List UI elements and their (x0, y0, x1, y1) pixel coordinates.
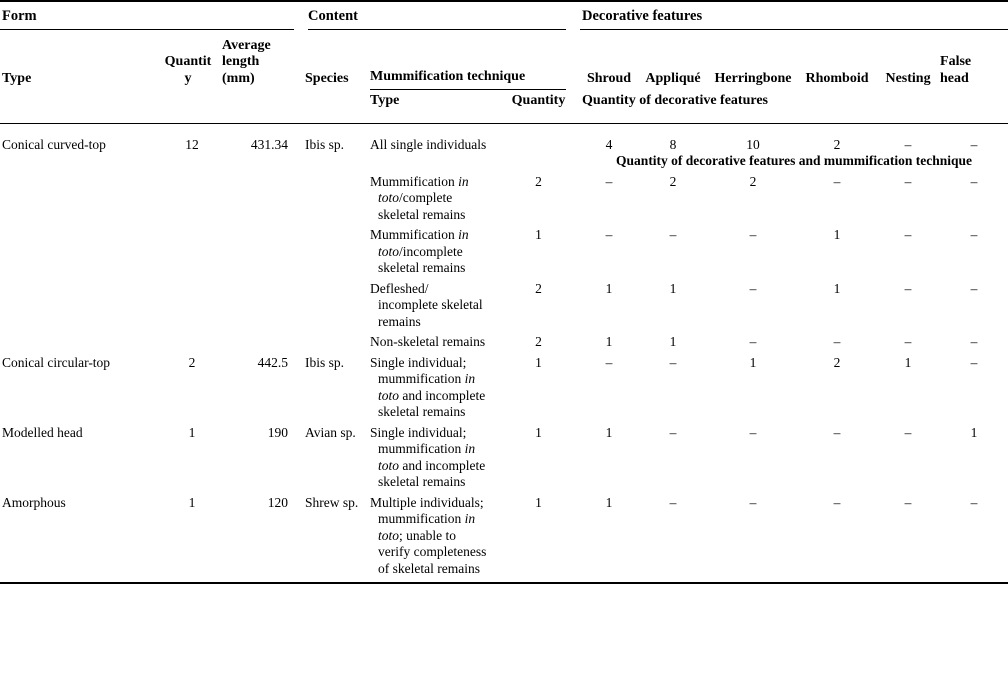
mid-subheader-row (0, 153, 1008, 172)
cell-feature-herringbone: 1 (749, 354, 757, 370)
cell-form-type: Modelled head (2, 424, 83, 440)
cell-feature-rhomboid: – (833, 494, 841, 510)
group-header-decorative (580, 1, 1008, 30)
cell-technique-type: Mummification in toto/complete skeletal remains (370, 173, 469, 222)
cell-feature-applique: 2 (669, 173, 677, 189)
table-row (0, 279, 1008, 333)
cell-feature-applique: – (669, 227, 677, 242)
cell-average-length: 190 (267, 424, 289, 440)
cell-form-quantity (162, 225, 222, 279)
cell-technique-quantity: 2 (535, 334, 542, 349)
cell-form-type (0, 279, 162, 333)
cell-feature-rhomboid: 1 (833, 280, 841, 296)
col-header-technique-type: Type (370, 90, 497, 123)
cell-feature-nesting: – (904, 227, 912, 242)
cell-feature-nesting: – (904, 173, 912, 189)
cell-average-length: 120 (267, 494, 289, 510)
empty-cell (0, 90, 162, 123)
cell-technique-type: Mummification in toto/incomplete skeletal remains (370, 227, 469, 275)
cell-species (294, 172, 370, 226)
cell-feature-false-head: – (970, 334, 978, 349)
cell-technique-quantity: 1 (535, 354, 542, 370)
cell-average-length (222, 279, 294, 333)
group-header-form (0, 1, 294, 30)
cell-feature-rhomboid: – (833, 334, 841, 349)
cell-technique-type: Defleshed/ incomplete skeletal remains (370, 280, 483, 329)
cell-species: Ibis sp. (305, 136, 345, 152)
cell-feature-applique: 1 (669, 280, 677, 296)
col-header-nesting: Nesting (885, 70, 931, 86)
col-header-false-head-label: False head (940, 54, 972, 86)
cell-feature-shroud: 1 (605, 334, 613, 349)
cell-feature-false-head: 1 (970, 424, 978, 440)
cell-feature-shroud: – (605, 227, 613, 242)
cell-feature-shroud: 1 (605, 494, 613, 510)
col-header-quantity-decorative-features: Quantity of decorative features (580, 90, 1008, 123)
col-header-mummification-technique-label: Mummification technique (370, 69, 566, 91)
cell-species: Avian sp. (305, 424, 356, 440)
cell-feature-shroud: 1 (605, 280, 613, 296)
col-header-technique-quantity: Quantity (497, 90, 580, 123)
group-header-content (294, 1, 580, 30)
cell-feature-false-head: – (970, 227, 978, 242)
cell-form-quantity: 12 (185, 136, 199, 152)
cell-form-quantity: 2 (188, 354, 196, 370)
cell-feature-applique: 8 (669, 136, 677, 152)
col-header-shroud: Shroud (586, 70, 632, 86)
subcolumn-header-row (0, 90, 1008, 123)
cell-technique-type: All single individuals (370, 136, 487, 152)
cell-feature-shroud: – (605, 354, 613, 370)
table-row (0, 332, 1008, 353)
cell-feature-applique: – (669, 424, 677, 440)
cell-form-quantity (162, 332, 222, 353)
cell-feature-rhomboid: – (833, 173, 841, 189)
cell-feature-herringbone: – (749, 334, 757, 349)
cell-technique-quantity: 2 (535, 173, 542, 189)
cell-feature-nesting: – (904, 494, 912, 510)
cell-technique-type: Single individual; mummification in toto and incomplete skeletal remains (370, 424, 486, 489)
cell-form-type (0, 225, 162, 279)
cell-feature-rhomboid: 2 (833, 136, 841, 152)
table-row (0, 353, 1008, 423)
table-header (0, 1, 1008, 123)
col-header-type: Type (2, 70, 32, 86)
group-header-row (0, 1, 1008, 30)
cell-form-type (0, 332, 162, 353)
mid-subheader-label: Quantity of decorative features and mummification technique (616, 153, 973, 168)
cell-species (294, 332, 370, 353)
cell-form-type (0, 172, 162, 226)
table-row (0, 225, 1008, 279)
cell-species: Shrew sp. (305, 494, 359, 510)
cell-form-quantity: 1 (188, 424, 196, 440)
cell-feature-false-head: – (970, 354, 978, 370)
cell-feature-nesting: – (904, 280, 912, 296)
cell-form-type: Amorphous (2, 494, 66, 510)
col-header-average-length (222, 30, 294, 91)
cell-form-type: Conical curved-top (2, 136, 106, 152)
cell-feature-herringbone: – (749, 280, 757, 296)
cell-feature-nesting: 1 (904, 354, 912, 370)
cell-feature-applique: – (669, 354, 677, 370)
col-header-mummification-technique (370, 30, 580, 91)
cell-species (294, 279, 370, 333)
cell-feature-herringbone: 2 (749, 173, 757, 189)
cell-form-type: Conical circular-top (2, 354, 111, 370)
table-row (0, 123, 1008, 153)
group-header-content-label: Content (308, 8, 358, 24)
group-header-form-label: Form (2, 8, 37, 24)
cell-species: Ibis sp. (305, 354, 345, 370)
cell-technique-quantity: 1 (535, 494, 542, 510)
cell-technique-quantity: 1 (535, 424, 542, 440)
mid-subheader-spacer (0, 153, 580, 172)
group-header-decorative-label: Decorative features (582, 8, 703, 24)
cell-feature-shroud: 4 (605, 136, 613, 152)
cell-feature-herringbone: – (749, 494, 757, 510)
cell-technique-type: Single individual; mummification in toto and incomplete skeletal remains (370, 354, 486, 419)
cell-form-quantity (162, 279, 222, 333)
table-row (0, 423, 1008, 493)
col-header-false-head (940, 30, 1008, 91)
cell-feature-rhomboid: – (833, 424, 841, 440)
cell-feature-applique: – (669, 494, 677, 510)
cell-average-length (222, 225, 294, 279)
cell-average-length: 431.34 (250, 136, 289, 152)
cell-technique-quantity: 1 (535, 227, 542, 242)
cell-feature-nesting: – (904, 334, 912, 349)
cell-technique-type: Non-skeletal remains (370, 334, 486, 349)
cell-feature-applique: 1 (669, 334, 677, 349)
cell-feature-false-head: – (970, 494, 978, 510)
cell-feature-shroud: – (605, 173, 613, 189)
empty-cell (294, 90, 370, 123)
table-row (0, 493, 1008, 584)
cell-technique-type: Multiple individuals; mummification in toto; unable to verify completeness of skeletal remains (370, 494, 487, 576)
cell-average-length (222, 172, 294, 226)
cell-average-length (222, 332, 294, 353)
col-header-applique: Appliqué (645, 70, 701, 86)
cell-feature-herringbone: – (749, 424, 757, 440)
empty-cell (162, 90, 222, 123)
cell-species (294, 225, 370, 279)
col-header-species: Species (305, 70, 349, 86)
cell-technique-quantity: 2 (535, 280, 542, 296)
table-body (0, 123, 1008, 583)
col-header-quantity: Quantity (164, 54, 212, 86)
cell-feature-false-head: – (970, 173, 978, 189)
col-header-herringbone: Herringbone (714, 70, 792, 86)
cell-feature-false-head: – (970, 280, 978, 296)
cell-feature-shroud: 1 (605, 424, 613, 440)
cell-form-quantity (162, 172, 222, 226)
cell-feature-rhomboid: 2 (833, 354, 841, 370)
cell-technique-quantity (497, 123, 580, 153)
table-row (0, 172, 1008, 226)
empty-cell (222, 90, 294, 123)
cell-feature-nesting: – (904, 136, 912, 152)
cell-feature-rhomboid: 1 (833, 227, 841, 242)
col-header-rhomboid: Rhomboid (805, 70, 869, 86)
column-header-row (0, 30, 1008, 91)
cell-feature-nesting: – (904, 424, 912, 440)
cell-feature-herringbone: 10 (746, 136, 760, 152)
col-header-average-length-label: Average length (mm) (222, 37, 271, 86)
cell-feature-herringbone: – (749, 227, 757, 242)
cell-feature-false-head: – (970, 136, 978, 152)
cell-average-length: 442.5 (257, 354, 289, 370)
cell-form-quantity: 1 (188, 494, 196, 510)
